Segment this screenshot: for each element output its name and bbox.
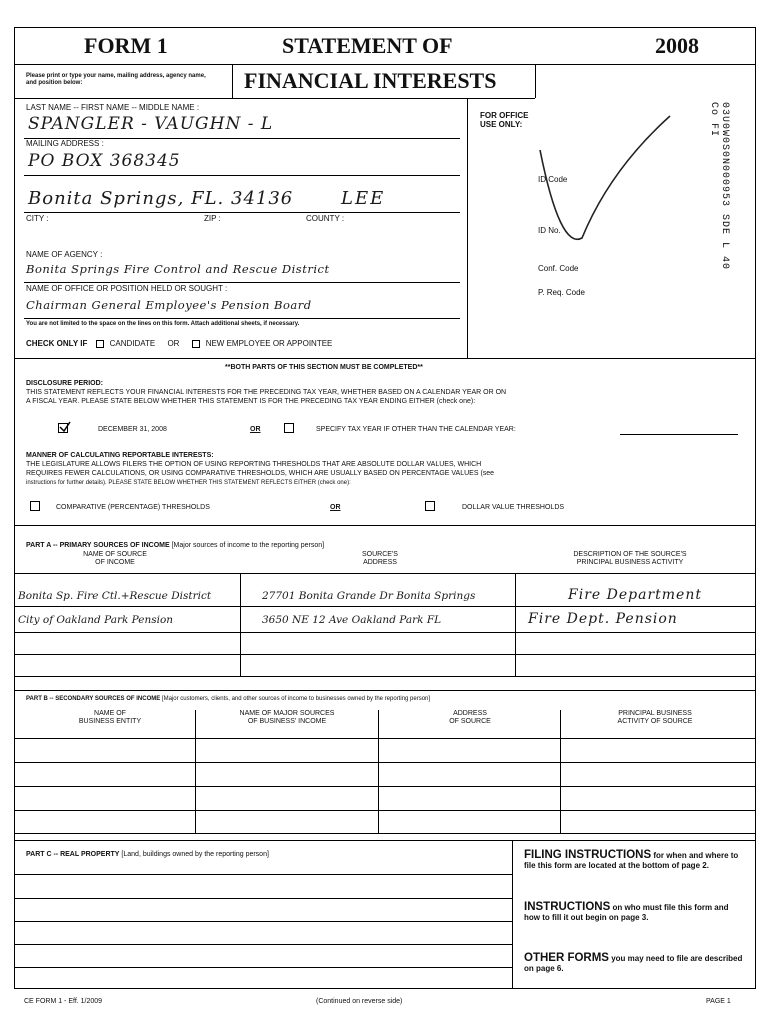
zip-label: ZIP : [204,214,221,223]
period-text2: A FISCAL YEAR. PLEASE STATE BELOW WHETHER THIS STATEMENT IS FOR THE PRECEDING TAX YEAR ENDING EITHER (check one): [26,398,476,405]
other-tail: you may need to [611,954,675,963]
part-a-col2-line2: ADDRESS [363,559,397,566]
part-a-col3-line2: PRINCIPAL BUSINESS ACTIVITY [576,559,684,566]
part-a-row-line-1 [14,606,756,607]
part-a-row2-activity[interactable]: Fire Dept. Pension [528,611,678,627]
manner-title: MANNER OF CALCULATING REPORTABLE INTERESTS: [26,452,214,459]
dec31-or: OR [250,426,261,433]
part-a-row-line-4 [14,676,756,677]
part-c-subtitle: [Land, buildings owned by the reporting person] [121,851,269,858]
part-b-header [26,696,430,703]
both-parts-note: **BOTH PARTS OF THIS SECTION MUST BE COMPLETED** [225,364,423,371]
city-value[interactable]: Bonita Springs, FL. 34136 [28,188,294,209]
dec31-label: DECEMBER 31, 2008 [98,426,167,433]
new-employee-checkbox[interactable] [192,340,200,348]
footer-page: PAGE 1 [706,998,731,1005]
part-b-col-divider-2 [378,710,379,833]
form-number: FORM 1 [84,33,168,58]
agency-line [24,282,460,283]
subtitle-right-rule [535,64,536,98]
id-no-label: ID No. [538,226,561,235]
part-c-row-line-3 [14,944,512,945]
part-a-col3-header [530,551,730,567]
county-value[interactable]: LEE [341,188,386,209]
part-c-top-rule [14,840,756,841]
check-only-row [26,339,332,348]
part-c-title: PART C -- REAL PROPERTY [26,851,120,858]
part-a-subtitle: [Major sources of income to the reporting person] [171,542,325,549]
page-title: STATEMENT OF [282,33,453,58]
part-a-row-line-3 [14,654,756,655]
agency-value[interactable]: Bonita Springs Fire Control and Rescue District [26,262,330,276]
part-c-row-line-1 [14,898,512,899]
instructions-divider [512,840,513,989]
position-line [24,318,460,319]
name-value[interactable]: SPANGLER - VAUGHN - L [28,114,274,134]
city-line [24,212,460,213]
comparative-checkbox[interactable] [30,501,40,511]
id-code-label: ID Code [538,175,568,184]
instr-tail: on who must file [612,903,676,912]
part-b-col3-line2: OF SOURCE [449,718,491,725]
part-a-top-rule [14,525,756,526]
part-a-col-divider-1 [240,573,241,676]
part-b-col2-line1: NAME OF MAJOR SOURCES [239,710,335,717]
disclosure-top-rule [14,358,756,359]
part-b-col-divider-3 [560,710,561,833]
part-a-row2-address[interactable]: 3650 NE 12 Ave Oakland Park FL [262,614,442,626]
instr-title: INSTRUCTIONS [524,901,611,913]
filing-instructions [524,850,746,871]
part-b-col1-header [25,710,195,726]
subtitle-left-rule [232,64,233,98]
manner-text2: REQUIRES FEWER CALCULATIONS, OR USING COMPARATIVE THRESHOLDS, WHICH ARE USUALLY BASED ON PERCENTAGE VALUES (see [26,470,495,477]
p-req-code-label: P. Req. Code [538,288,585,297]
new-employee-label: NEW EMPLOYEE OR APPOINTEE [205,339,333,348]
name-label: LAST NAME -- FIRST NAME -- MIDDLE NAME : [26,103,200,112]
part-a-col2-line1: SOURCE'S [362,551,398,558]
disclosure-period-title: DISCLOSURE PERIOD: [26,380,104,387]
part-a-row1-address[interactable]: 27701 Bonita Grande Dr Bonita Springs [262,590,476,602]
part-a-row-line-0 [14,573,756,574]
part-a-title: PART A -- PRIMARY SOURCES OF INCOME [26,542,170,549]
part-a-col3-line1: DESCRIPTION OF THE SOURCE'S [573,551,687,558]
instr-text: this form and how to fill it out begin on page 3. [524,903,729,922]
manner-text1: THE LEGISLATURE ALLOWS FILERS THE OPTION OF USING REPORTING THRESHOLDS THAT ARE ABSOLUTE DOLLAR VALUES, WHICH [26,461,482,468]
part-b-col2-line2: OF BUSINESS' INCOME [247,718,327,725]
specify-line[interactable] [620,434,738,435]
county-label: COUNTY : [306,214,345,223]
part-b-col4-line1: PRINCIPAL BUSINESS [618,710,692,717]
part-a-row-line-2 [14,632,756,633]
office-use-line1: FOR OFFICE [480,111,529,120]
part-b-col3-line1: ADDRESS [453,710,487,717]
part-b-col3-header [380,710,560,726]
who-must-file-instructions [524,902,746,923]
part-a-header [26,542,324,550]
part-a-col1-line2: OF INCOME [95,559,135,566]
part-a-row1-name[interactable]: Bonita Sp. Fire Ctl.+Rescue District [18,590,212,602]
mailing-label: MAILING ADDRESS : [26,139,104,148]
part-b-row-line-2 [14,786,756,787]
page-subtitle: FINANCIAL INTERESTS [244,68,497,93]
other-forms-instructions [524,953,746,974]
threshold-or: OR [330,504,341,511]
footer-form-id: CE FORM 1 - Eff. 1/2009 [24,998,103,1005]
office-use-divider [467,98,468,358]
form-year: 2008 [655,33,699,58]
dec31-checkbox[interactable] [58,423,68,433]
filing-text: and where to file this form are located at the bottom of page 2. [524,851,739,870]
candidate-checkbox[interactable] [96,340,104,348]
part-a-row2-name[interactable]: City of Oakland Park Pension [18,614,174,626]
part-a-col-divider-2 [515,573,516,676]
dollar-label: DOLLAR VALUE THRESHOLDS [462,504,565,511]
limit-note: You are not limited to the space on the lines on this form. Attach additional sheets, if necessary. [26,321,300,327]
part-b-col1-line2: BUSINESS ENTITY [78,718,142,725]
part-a-col2-header [305,551,455,567]
part-b-title: PART B -- SECONDARY SOURCES OF INCOME [26,696,161,702]
footer-continued: (Continued on reverse side) [316,998,403,1005]
part-b-row-line-0 [14,738,756,739]
city-label: CITY : [26,214,49,223]
part-c-row-line-4 [14,967,512,968]
part-b-col4-header [560,710,750,726]
specify-checkbox[interactable] [284,423,294,433]
office-use-stamp: 03U0W0S0N000953 SDE L 40 Co FI [708,102,730,271]
check-only-label: CHECK ONLY IF [26,339,88,348]
mailing-value[interactable]: PO BOX 368345 [28,151,181,171]
period-text1: THIS STATEMENT REFLECTS YOUR FINANCIAL INTERESTS FOR THE PRECEDING TAX YEAR, WHETHER BASED ON A CALENDAR YEAR OR ON [26,389,507,396]
part-b-row-line-3 [14,810,756,811]
filing-title: FILING INSTRUCTIONS [524,849,652,861]
other-text: file are described on page 6. [524,954,743,973]
specify-label: SPECIFY TAX YEAR IF OTHER THAN THE CALENDAR YEAR: [316,426,516,433]
part-c-row-line-0 [14,874,512,875]
candidate-label: CANDIDATE [109,339,156,348]
part-b-col-divider-1 [195,710,196,833]
part-b-col2-header [197,710,377,726]
part-a-col1-line1: NAME OF SOURCE [83,551,147,558]
part-b-row-line-1 [14,762,756,763]
checkmark-mark [520,110,690,260]
mailing-line [24,175,460,176]
dollar-checkbox[interactable] [425,501,435,511]
subtitle-bottom-rule [232,98,535,99]
filing-tail: for when [653,851,687,860]
part-b-row-line-4 [14,833,756,834]
or-label: OR [167,339,180,348]
print-note: Please print or type your name, mailing address, agency name, and position below: [26,73,206,86]
part-a-col1-header [40,551,190,567]
part-b-col1-line1: NAME OF [94,710,126,717]
position-label: NAME OF OFFICE OR POSITION HELD OR SOUGHT : [26,284,228,293]
conf-code-label: Conf. Code [538,264,579,273]
part-b-subtitle: [Major customers, clients, and other sources of income to businesses owned by the reporting person] [161,696,431,702]
agency-label: NAME OF AGENCY : [26,250,103,259]
comparative-label: COMPARATIVE (PERCENTAGE) THRESHOLDS [56,504,210,511]
header-rule [14,64,756,65]
other-title: OTHER FORMS [524,952,609,964]
manner-text3: instructions for further details). PLEASE STATE BELOW WHETHER THIS STATEMENT REFLECTS EITHER (check one): [26,480,351,486]
office-use-line2: USE ONLY: [480,120,523,129]
part-c-row-line-2 [14,921,512,922]
position-value[interactable]: Chairman General Employee's Pension Board [26,298,312,312]
part-b-col4-line2: ACTIVITY OF SOURCE [617,718,693,725]
print-note-rule [14,98,234,99]
part-c-header [26,851,269,859]
part-a-row1-activity[interactable]: Fire Department [568,587,702,603]
part-b-top-rule [14,690,756,691]
